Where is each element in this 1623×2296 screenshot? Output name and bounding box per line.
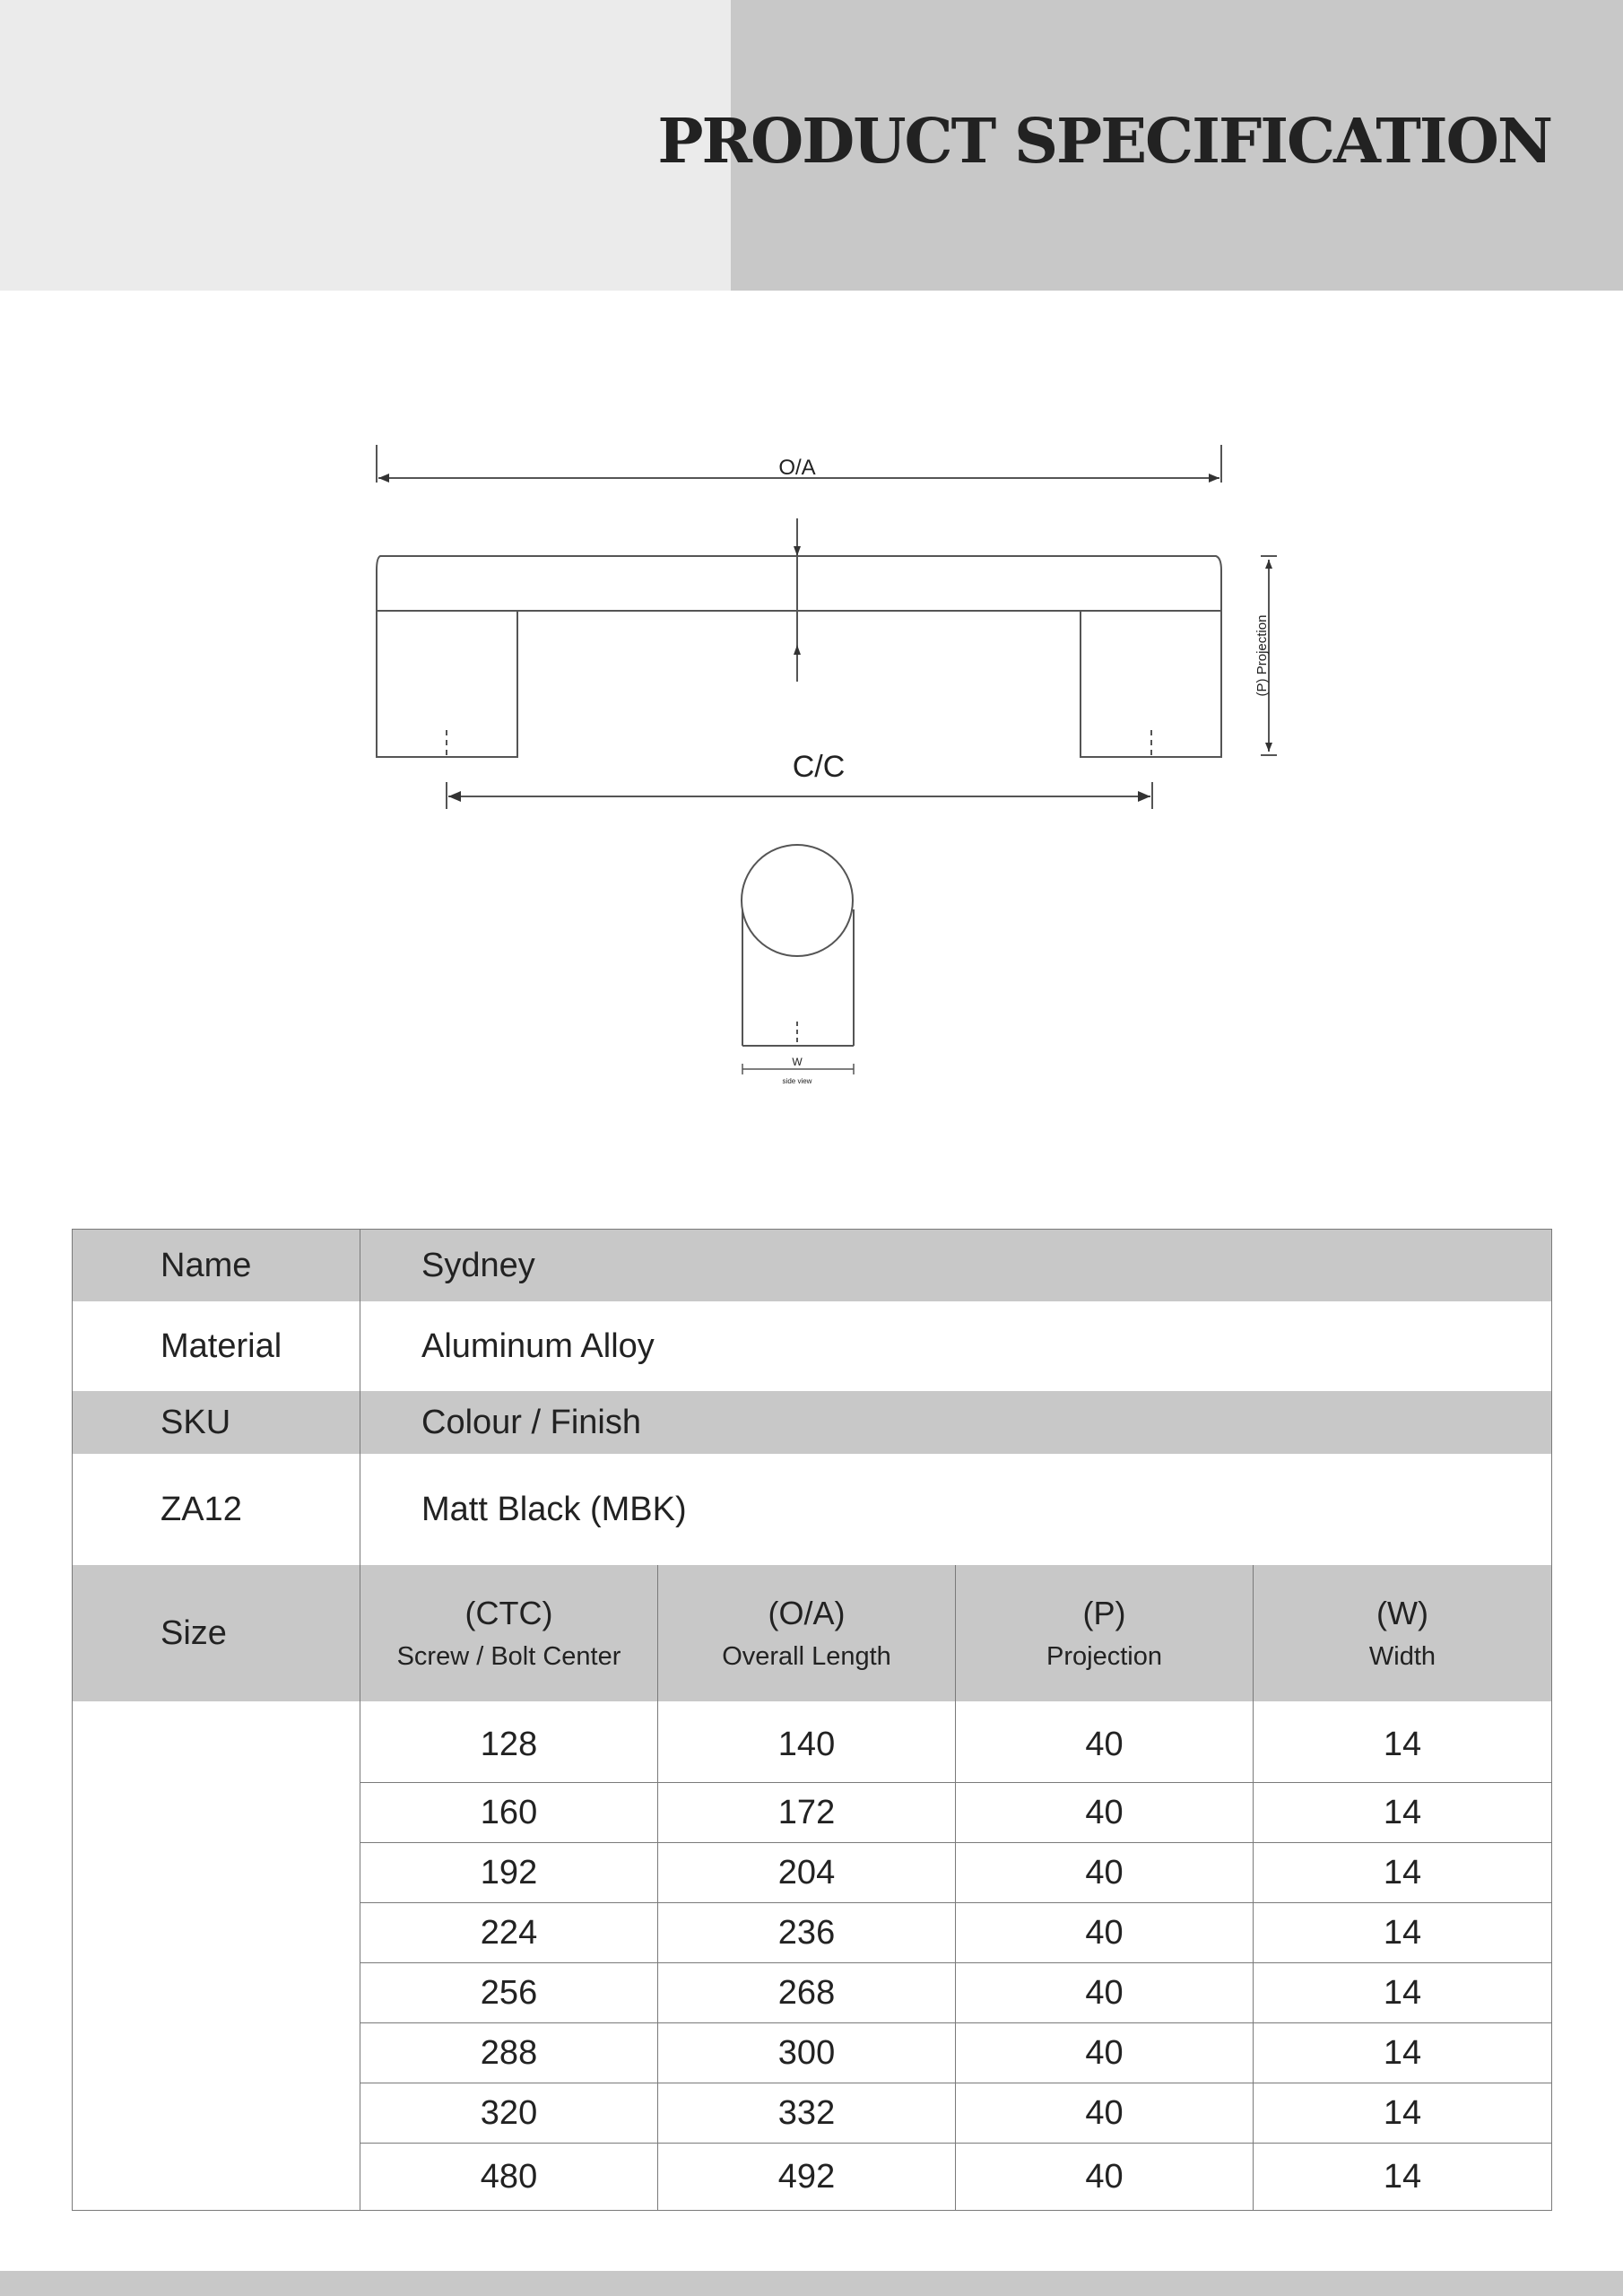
oa-label: O/A xyxy=(778,456,816,480)
p-cell: 40 xyxy=(956,1963,1254,2023)
column-desc: Projection xyxy=(1046,1642,1162,1672)
w-cell: 14 xyxy=(1383,2157,1422,2196)
technical-drawing xyxy=(0,291,1623,1205)
w-label: W xyxy=(792,1056,803,1068)
side-view-circle xyxy=(742,845,853,956)
thickness-arrow-bottom xyxy=(794,645,801,655)
cc-arrow-left xyxy=(448,791,461,802)
finish-label: Colour / Finish xyxy=(360,1391,1552,1454)
header-left-panel xyxy=(0,0,731,291)
p-cell: 40 xyxy=(956,1843,1254,1903)
column-header-w xyxy=(1254,1565,1552,1701)
column-desc: Width xyxy=(1368,1642,1436,1672)
footer-bar xyxy=(0,2271,1623,2296)
sku-label: SKU xyxy=(73,1391,360,1454)
size-header-row xyxy=(73,1565,1552,1701)
column-header-p xyxy=(956,1565,1254,1701)
w-cell: 14 xyxy=(1254,2023,1552,2083)
material-row xyxy=(73,1301,1552,1391)
ctc-cell: 192 xyxy=(360,1843,658,1903)
ctc-cell: 320 xyxy=(360,2083,658,2144)
ctc-cell: 128 xyxy=(360,1701,658,1783)
oa-cell: 172 xyxy=(658,1783,956,1843)
cc-arrow-right xyxy=(1138,791,1150,802)
oa-cell: 300 xyxy=(658,2023,956,2083)
name-label: Name xyxy=(73,1230,360,1302)
finish-value: Matt Black (MBK) xyxy=(421,1490,687,1528)
name-value: Sydney xyxy=(360,1230,1552,1302)
column-symbol: (P) xyxy=(1082,1595,1126,1631)
p-cell: 40 xyxy=(956,1701,1254,1783)
p-cell: 40 xyxy=(956,2023,1254,2083)
p-cell: 40 xyxy=(956,2083,1254,2144)
name-row xyxy=(73,1230,1552,1302)
w-cell: 14 xyxy=(1254,1963,1552,2023)
oa-cell: 492 xyxy=(658,2144,956,2211)
column-symbol: (W) xyxy=(1376,1595,1428,1631)
ctc-cell: 224 xyxy=(360,1903,658,1963)
material-value: Aluminum Alloy xyxy=(421,1326,655,1365)
material-label: Material xyxy=(73,1301,360,1391)
table-row xyxy=(73,1701,1552,1783)
sku-header-row xyxy=(73,1391,1552,1454)
sku-value-row xyxy=(73,1454,1552,1565)
p-cell: 40 xyxy=(956,1903,1254,1963)
column-symbol: (O/A) xyxy=(768,1595,846,1631)
column-header-oa xyxy=(658,1565,956,1701)
ctc-cell: 160 xyxy=(360,1783,658,1843)
projection-label: (P) Projection xyxy=(1254,614,1270,697)
handle-front-outline xyxy=(377,556,1221,757)
oa-cell: 140 xyxy=(658,1701,956,1783)
page-title: PRODUCT SPECIFICATION xyxy=(657,106,1551,178)
p-cell: 40 xyxy=(956,2144,1254,2211)
oa-cell: 236 xyxy=(658,1903,956,1963)
ctc-cell: 288 xyxy=(360,2023,658,2083)
ctc-cell: 256 xyxy=(360,1963,658,2023)
oa-cell: 204 xyxy=(658,1843,956,1903)
oa-arrow-left xyxy=(378,474,389,483)
size-label: Size xyxy=(73,1565,360,1701)
oa-cell: 332 xyxy=(658,2083,956,2144)
w-cell: 14 xyxy=(1254,1843,1552,1903)
spec-table xyxy=(72,1229,1552,2211)
proj-arrow-top xyxy=(1265,560,1272,569)
w-cell: 14 xyxy=(1254,1783,1552,1843)
p-cell: 40 xyxy=(956,1783,1254,1843)
side-view-label: side view xyxy=(782,1077,812,1085)
cc-label: C/C xyxy=(792,750,846,784)
thickness-arrow-top xyxy=(794,546,801,556)
w-cell: 14 xyxy=(1254,1701,1552,1783)
ctc-cell: 480 xyxy=(360,2144,658,2211)
proj-arrow-bottom xyxy=(1265,743,1272,752)
oa-cell: 268 xyxy=(658,1963,956,2023)
column-header-ctc xyxy=(360,1565,658,1701)
column-desc: Screw / Bolt Center xyxy=(396,1642,621,1672)
column-desc: Overall Length xyxy=(722,1642,891,1672)
size-spacer-cell xyxy=(73,1701,360,2211)
sku-value: ZA12 xyxy=(73,1454,360,1565)
column-symbol: (CTC) xyxy=(464,1595,553,1631)
header-right-panel xyxy=(657,0,1623,291)
oa-arrow-right xyxy=(1209,474,1219,483)
w-cell: 14 xyxy=(1254,2083,1552,2144)
w-cell: 14 xyxy=(1254,1903,1552,1963)
